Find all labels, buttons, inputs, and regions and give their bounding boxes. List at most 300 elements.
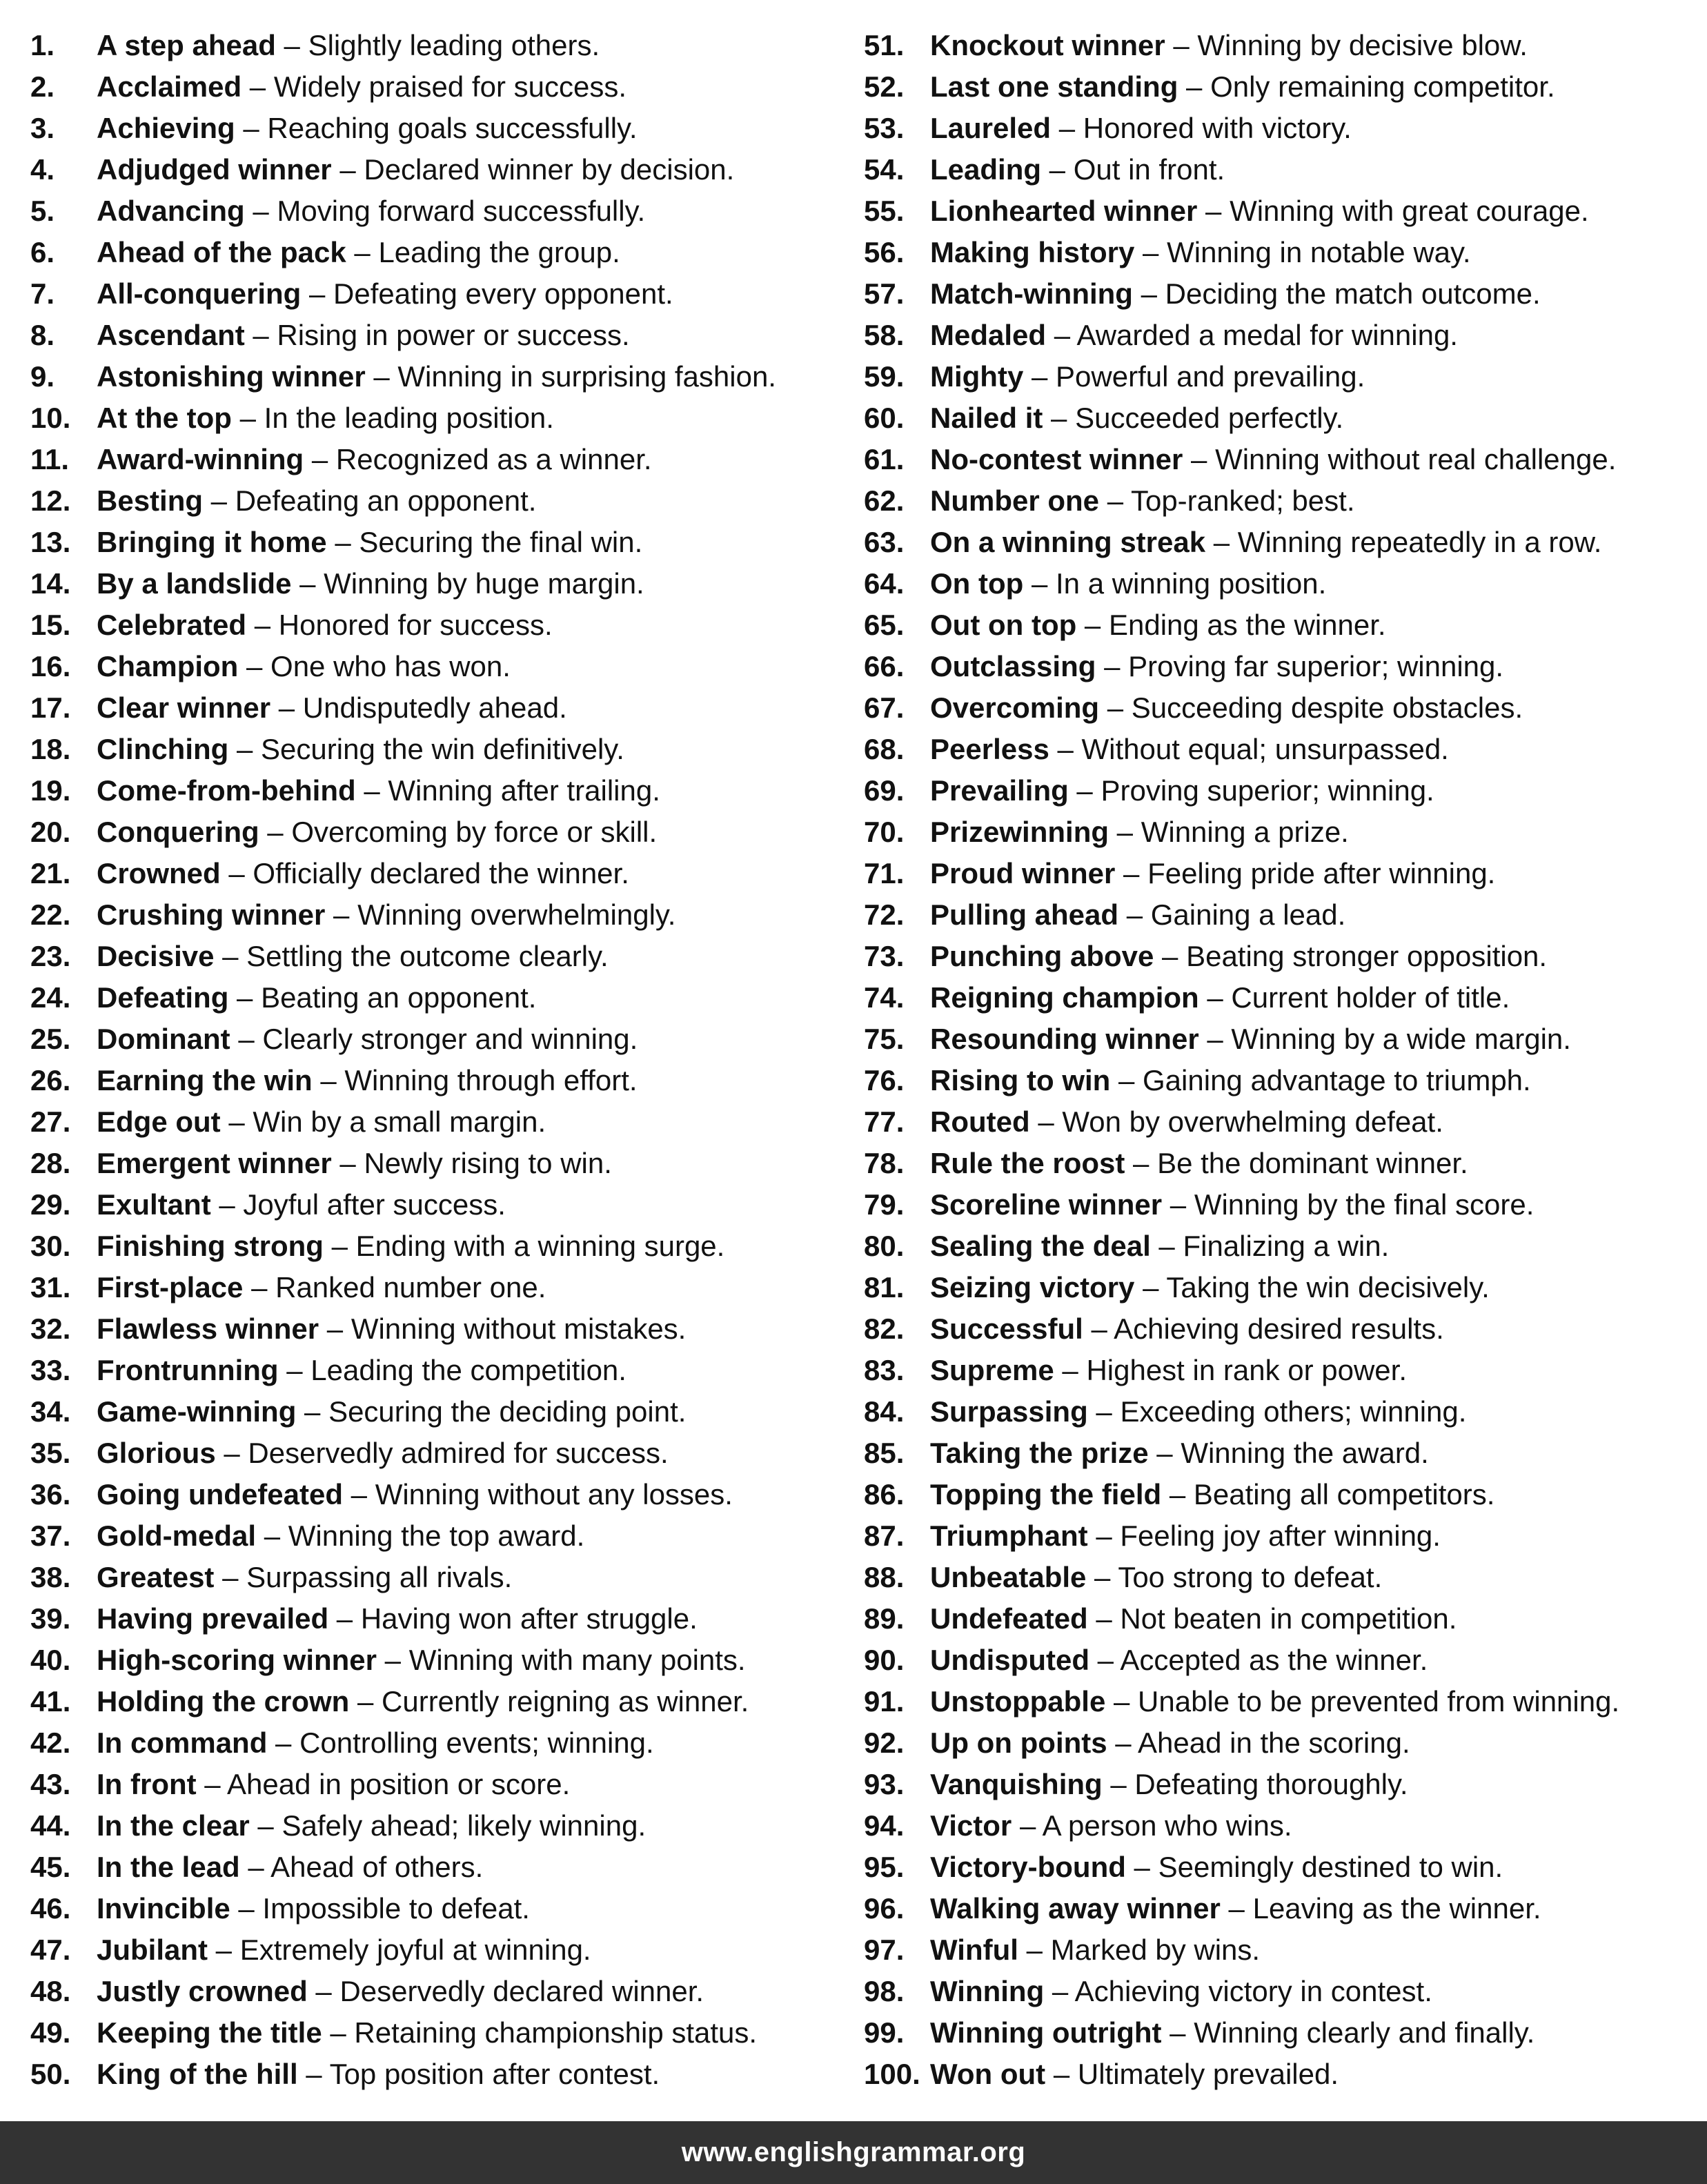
item-term: Crushing winner [97, 898, 326, 931]
item-term: Resounding winner [930, 1023, 1199, 1055]
list-item [30, 1226, 851, 1267]
item-separator: – [278, 1354, 311, 1386]
item-term: Rule the roost [930, 1147, 1125, 1179]
item-separator: – [214, 940, 247, 972]
item-separator: – [1087, 1395, 1121, 1428]
list-item [864, 315, 1707, 356]
item-number: 76. [864, 1064, 905, 1096]
item-definition: Winning in notable way. [1167, 236, 1471, 268]
item-term: Prizewinning [930, 816, 1109, 848]
item-term: High-scoring winner [97, 1644, 377, 1676]
item-definition: Gaining advantage to triumph. [1143, 1064, 1531, 1096]
item-separator: – [214, 1561, 247, 1593]
item-definition: A person who wins. [1042, 1809, 1292, 1842]
item-number: 1. [30, 29, 55, 61]
item-definition: Impossible to defeat. [262, 1892, 530, 1925]
list-item [30, 1722, 851, 1764]
item-separator: – [291, 567, 324, 600]
item-term: Astonishing winner [97, 360, 366, 393]
item-number: 4. [30, 153, 55, 186]
item-definition: Out in front. [1073, 153, 1225, 186]
list-item [30, 811, 851, 853]
list-item [864, 149, 1707, 190]
list-item [30, 190, 851, 232]
item-number: 21. [30, 857, 71, 889]
item-number: 88. [864, 1561, 905, 1593]
item-term: Unbeatable [930, 1561, 1087, 1593]
list-item [864, 1681, 1707, 1722]
item-separator: – [1023, 360, 1056, 393]
list-item [864, 1019, 1707, 1060]
list-item [30, 1557, 851, 1598]
list-item [30, 1598, 851, 1640]
list-item [864, 1474, 1707, 1515]
list-item [864, 853, 1707, 894]
item-number: 82. [864, 1312, 905, 1345]
item-number: 39. [30, 1602, 71, 1635]
item-separator: – [1102, 1768, 1135, 1800]
list-item [30, 2012, 851, 2054]
item-number: 16. [30, 650, 71, 682]
item-separator: – [365, 360, 398, 393]
item-term: Champion [97, 650, 239, 682]
item-separator: – [1089, 1644, 1121, 1676]
item-definition: Only remaining competitor. [1210, 70, 1555, 103]
item-separator: – [196, 1768, 228, 1800]
item-number: 100. [864, 2058, 920, 2090]
item-term: Lionhearted winner [930, 195, 1198, 227]
item-number: 85. [864, 1437, 905, 1469]
item-number: 3. [30, 112, 55, 144]
list-item [30, 936, 851, 977]
item-number: 61. [864, 443, 905, 475]
item-term: Laureled [930, 112, 1052, 144]
item-definition: Safely ahead; likely winning. [282, 1809, 647, 1842]
item-separator: – [243, 1271, 276, 1303]
item-separator: – [267, 1726, 300, 1759]
item-separator: – [1125, 1851, 1158, 1883]
item-term: Winful [930, 1934, 1018, 1966]
list-item [864, 1847, 1707, 1888]
item-number: 36. [30, 1478, 71, 1511]
list-item [864, 1143, 1707, 1184]
list-item [864, 356, 1707, 397]
item-separator: – [249, 1809, 282, 1842]
item-number: 20. [30, 816, 71, 848]
item-term: Vanquishing [930, 1768, 1103, 1800]
item-number: 5. [30, 195, 55, 227]
item-number: 22. [30, 898, 71, 931]
list-item [864, 1722, 1707, 1764]
item-definition: Having won after struggle. [360, 1602, 698, 1635]
list-item [30, 894, 851, 936]
list-item [30, 687, 851, 729]
item-separator: – [1044, 1975, 1075, 2007]
list-item [30, 273, 851, 315]
item-term: Defeating [97, 981, 229, 1014]
item-separator: – [220, 1105, 253, 1138]
list-item [30, 563, 851, 604]
item-number: 64. [864, 567, 905, 600]
list-item [30, 522, 851, 563]
item-definition: Ahead in the scoring. [1138, 1726, 1410, 1759]
footer-url[interactable]: www.englishgrammar.org [681, 2137, 1026, 2167]
item-number: 56. [864, 236, 905, 268]
item-separator: – [1183, 443, 1216, 475]
item-number: 55. [864, 195, 905, 227]
item-term: A step ahead [97, 29, 276, 61]
item-term: Winning outright [930, 2016, 1162, 2049]
item-term: Keeping the title [97, 2016, 322, 2049]
list-item [864, 66, 1707, 108]
item-number: 70. [864, 816, 905, 848]
item-definition: Settling the outcome clearly. [246, 940, 609, 972]
list-item [864, 1391, 1707, 1433]
item-term: Frontrunning [97, 1354, 279, 1386]
item-definition: Finalizing a win. [1183, 1230, 1390, 1262]
item-definition: Declared winner by decision. [364, 153, 735, 186]
item-term: Leading [930, 153, 1042, 186]
left-column [30, 25, 851, 2095]
item-term: Triumphant [930, 1519, 1088, 1552]
item-number: 53. [864, 112, 905, 144]
item-number: 74. [864, 981, 905, 1014]
item-number: 9. [30, 360, 55, 393]
list-item [30, 439, 851, 480]
item-definition: Ranked number one. [275, 1271, 546, 1303]
list-item [864, 1184, 1707, 1226]
item-separator: – [244, 195, 277, 227]
item-term: At the top [97, 402, 232, 434]
list-item [30, 149, 851, 190]
item-separator: – [1148, 1437, 1181, 1469]
list-item [30, 1019, 851, 1060]
item-definition: One who has won. [270, 650, 511, 682]
item-term: Bringing it home [97, 526, 327, 558]
item-number: 97. [864, 1934, 905, 1966]
word-list [0, 25, 1707, 2088]
item-definition: Awarded a medal for winning. [1076, 319, 1458, 351]
item-number: 81. [864, 1271, 905, 1303]
list-item [864, 977, 1707, 1019]
item-number: 31. [30, 1271, 71, 1303]
item-definition: Newly rising to win. [364, 1147, 612, 1179]
item-definition: Winning through effort. [344, 1064, 638, 1096]
item-term: Finishing strong [97, 1230, 324, 1262]
item-definition: Surpassing all rivals. [246, 1561, 513, 1593]
item-separator: – [355, 774, 388, 807]
item-definition: Feeling pride after winning. [1147, 857, 1496, 889]
item-definition: Defeating an opponent. [235, 484, 537, 517]
item-number: 99. [864, 2016, 905, 2049]
item-number: 29. [30, 1188, 71, 1221]
item-definition: Succeeded perfectly. [1075, 402, 1344, 434]
item-separator: – [331, 153, 364, 186]
item-definition: Winning without real challenge. [1215, 443, 1617, 475]
item-separator: – [1198, 1023, 1232, 1055]
item-term: Award-winning [97, 443, 304, 475]
list-item [30, 1515, 851, 1557]
item-definition: Ultimately prevailed. [1077, 2058, 1339, 2090]
item-number: 67. [864, 691, 905, 724]
item-definition: Moving forward successfully. [277, 195, 646, 227]
list-item [864, 1764, 1707, 1805]
item-separator: – [210, 1188, 244, 1221]
item-number: 12. [30, 484, 71, 517]
item-term: Unstoppable [930, 1685, 1106, 1718]
list-item [30, 646, 851, 687]
item-separator: – [246, 609, 279, 641]
list-item [30, 977, 851, 1019]
item-definition: Win by a small margin. [253, 1105, 546, 1138]
list-item [30, 66, 851, 108]
item-term: Winning [930, 1975, 1045, 2007]
item-number: 91. [864, 1685, 905, 1718]
item-separator: – [230, 1892, 263, 1925]
item-term: Greatest [97, 1561, 215, 1593]
item-term: Celebrated [97, 609, 247, 641]
item-separator: – [1205, 526, 1238, 558]
item-term: Come-from-behind [97, 774, 356, 807]
item-definition: Achieving desired results. [1114, 1312, 1444, 1345]
item-separator: – [1161, 1478, 1194, 1511]
item-separator: – [1043, 402, 1076, 434]
item-separator: – [319, 1312, 351, 1345]
item-term: Edge out [97, 1105, 221, 1138]
item-term: Gold-medal [97, 1519, 257, 1552]
list-item [864, 1929, 1707, 1971]
item-term: Prevailing [930, 774, 1069, 807]
item-definition: Accepted as the winner. [1120, 1644, 1428, 1676]
item-number: 79. [864, 1188, 905, 1221]
item-separator: – [215, 1437, 248, 1469]
list-item [30, 1640, 851, 1681]
item-definition: Ending as the winner. [1108, 609, 1386, 641]
item-number: 19. [30, 774, 71, 807]
item-separator: – [1087, 1519, 1121, 1552]
item-definition: Winning a prize. [1141, 816, 1349, 848]
item-term: Knockout winner [930, 29, 1165, 61]
list-item [864, 25, 1707, 66]
item-number: 7. [30, 277, 55, 310]
item-definition: Winning the award. [1181, 1437, 1429, 1469]
item-definition: Current holder of title. [1231, 981, 1510, 1014]
item-separator: – [220, 857, 253, 889]
item-term: On a winning streak [930, 526, 1206, 558]
item-separator: – [1154, 940, 1187, 972]
list-item [30, 1308, 851, 1350]
item-number: 26. [30, 1064, 71, 1096]
item-term: In command [97, 1726, 268, 1759]
item-separator: – [1134, 1271, 1167, 1303]
item-definition: Beating an opponent. [261, 981, 537, 1014]
item-definition: Highest in rank or power. [1086, 1354, 1408, 1386]
item-separator: – [1165, 29, 1198, 61]
item-separator: – [244, 319, 277, 351]
item-number: 23. [30, 940, 71, 972]
item-separator: – [1197, 195, 1230, 227]
item-definition: Overcoming by force or skill. [291, 816, 658, 848]
item-term: Peerless [930, 733, 1049, 765]
item-number: 65. [864, 609, 905, 641]
list-item [864, 894, 1707, 936]
item-number: 24. [30, 981, 71, 1014]
item-term: Routed [930, 1105, 1030, 1138]
item-number: 63. [864, 526, 905, 558]
item-number: 15. [30, 609, 71, 641]
list-item [30, 1474, 851, 1515]
item-separator: – [296, 1395, 329, 1428]
list-item [30, 480, 851, 522]
item-number: 28. [30, 1147, 71, 1179]
item-definition: Achieving victory in contest. [1074, 1975, 1432, 2007]
item-separator: – [331, 1147, 364, 1179]
list-item [864, 604, 1707, 646]
item-number: 41. [30, 1685, 71, 1718]
item-definition: Clearly stronger and winning. [262, 1023, 638, 1055]
list-item [864, 1101, 1707, 1143]
item-number: 42. [30, 1726, 71, 1759]
item-number: 68. [864, 733, 905, 765]
list-item [30, 1929, 851, 1971]
item-number: 32. [30, 1312, 71, 1345]
item-number: 13. [30, 526, 71, 558]
item-number: 95. [864, 1851, 905, 1883]
list-item [30, 1350, 851, 1391]
item-definition: Securing the win definitively. [261, 733, 624, 765]
item-term: Exultant [97, 1188, 211, 1221]
item-separator: – [312, 1064, 345, 1096]
item-number: 45. [30, 1851, 71, 1883]
item-term: Conquering [97, 816, 259, 848]
item-separator: – [1076, 609, 1109, 641]
item-definition: Rising in power or success. [277, 319, 630, 351]
list-item [864, 439, 1707, 480]
item-definition: Not beaten in competition. [1120, 1602, 1457, 1635]
item-number: 73. [864, 940, 905, 972]
item-definition: Recognized as a winner. [335, 443, 652, 475]
item-definition: Winning without mistakes. [351, 1312, 687, 1345]
item-definition: Ending with a winning surge. [355, 1230, 725, 1262]
item-definition: Top position after contest. [329, 2058, 660, 2090]
item-number: 58. [864, 319, 905, 351]
item-number: 11. [30, 443, 70, 475]
item-number: 98. [864, 1975, 905, 2007]
item-definition: Unable to be prevented from winning. [1138, 1685, 1620, 1718]
item-separator: – [1029, 1105, 1063, 1138]
item-definition: Winning overwhelmingly. [357, 898, 676, 931]
item-separator: – [1099, 484, 1131, 517]
item-number: 59. [864, 360, 905, 393]
item-separator: – [328, 1602, 361, 1635]
item-number: 54. [864, 153, 905, 186]
item-separator: – [307, 1975, 340, 2007]
item-separator: – [1105, 1685, 1138, 1718]
item-term: Jubilant [97, 1934, 208, 1966]
item-separator: – [1134, 236, 1167, 268]
item-number: 78. [864, 1147, 905, 1179]
item-number: 57. [864, 277, 905, 310]
item-separator: – [297, 2058, 330, 2090]
item-separator: – [231, 402, 264, 434]
item-definition: Deservedly admired for success. [248, 1437, 669, 1469]
item-separator: – [1132, 277, 1165, 310]
item-separator: – [1178, 70, 1211, 103]
item-term: Walking away winner [930, 1892, 1221, 1925]
list-item [864, 397, 1707, 439]
item-separator: – [275, 29, 308, 61]
item-term: Going undefeated [97, 1478, 343, 1511]
item-separator: – [270, 691, 303, 724]
item-definition: In a winning position. [1056, 567, 1327, 600]
item-term: Besting [97, 484, 204, 517]
list-item [30, 604, 851, 646]
list-item [864, 1557, 1707, 1598]
list-item [30, 1971, 851, 2012]
item-separator: – [208, 1934, 240, 1966]
item-term: In the clear [97, 1809, 250, 1842]
list-item [864, 729, 1707, 770]
list-item [864, 1515, 1707, 1557]
item-number: 30. [30, 1230, 71, 1262]
list-item [30, 1847, 851, 1888]
item-term: Clear winner [97, 691, 271, 724]
item-number: 52. [864, 70, 905, 103]
item-separator: – [241, 70, 274, 103]
item-definition: Deciding the match outcome. [1165, 277, 1541, 310]
item-number: 92. [864, 1726, 905, 1759]
item-number: 96. [864, 1892, 905, 1925]
item-term: Sealing the deal [930, 1230, 1151, 1262]
item-definition: Proving far superior; winning. [1128, 650, 1504, 682]
list-item [864, 1350, 1707, 1391]
item-separator: – [1046, 319, 1077, 351]
item-term: Decisive [97, 940, 215, 972]
item-separator: – [323, 1230, 356, 1262]
item-separator: – [259, 816, 292, 848]
item-number: 80. [864, 1230, 905, 1262]
list-item [30, 25, 851, 66]
item-definition: Succeeding despite obstacles. [1131, 691, 1523, 724]
item-number: 43. [30, 1768, 71, 1800]
item-term: Punching above [930, 940, 1154, 972]
item-separator: – [228, 981, 262, 1014]
item-definition: Gaining a lead. [1150, 898, 1346, 931]
item-term: Having prevailed [97, 1602, 329, 1635]
list-item [864, 108, 1707, 149]
item-term: Game-winning [97, 1395, 297, 1428]
item-term: Dominant [97, 1023, 230, 1055]
item-definition: Without equal; unsurpassed. [1081, 733, 1449, 765]
item-separator: – [322, 2016, 355, 2049]
list-item [864, 2012, 1707, 2054]
list-item [30, 853, 851, 894]
item-term: Successful [930, 1312, 1083, 1345]
item-separator: – [1099, 691, 1132, 724]
item-number: 71. [864, 857, 905, 889]
list-item [30, 1143, 851, 1184]
item-separator: – [238, 650, 271, 682]
item-definition: Honored for success. [278, 609, 553, 641]
item-term: Victor [930, 1809, 1012, 1842]
item-separator: – [1023, 567, 1056, 600]
item-separator: – [228, 733, 262, 765]
item-separator: – [346, 236, 379, 268]
list-item [30, 1267, 851, 1308]
item-term: Making history [930, 236, 1135, 268]
item-number: 27. [30, 1105, 71, 1138]
list-item [30, 1184, 851, 1226]
